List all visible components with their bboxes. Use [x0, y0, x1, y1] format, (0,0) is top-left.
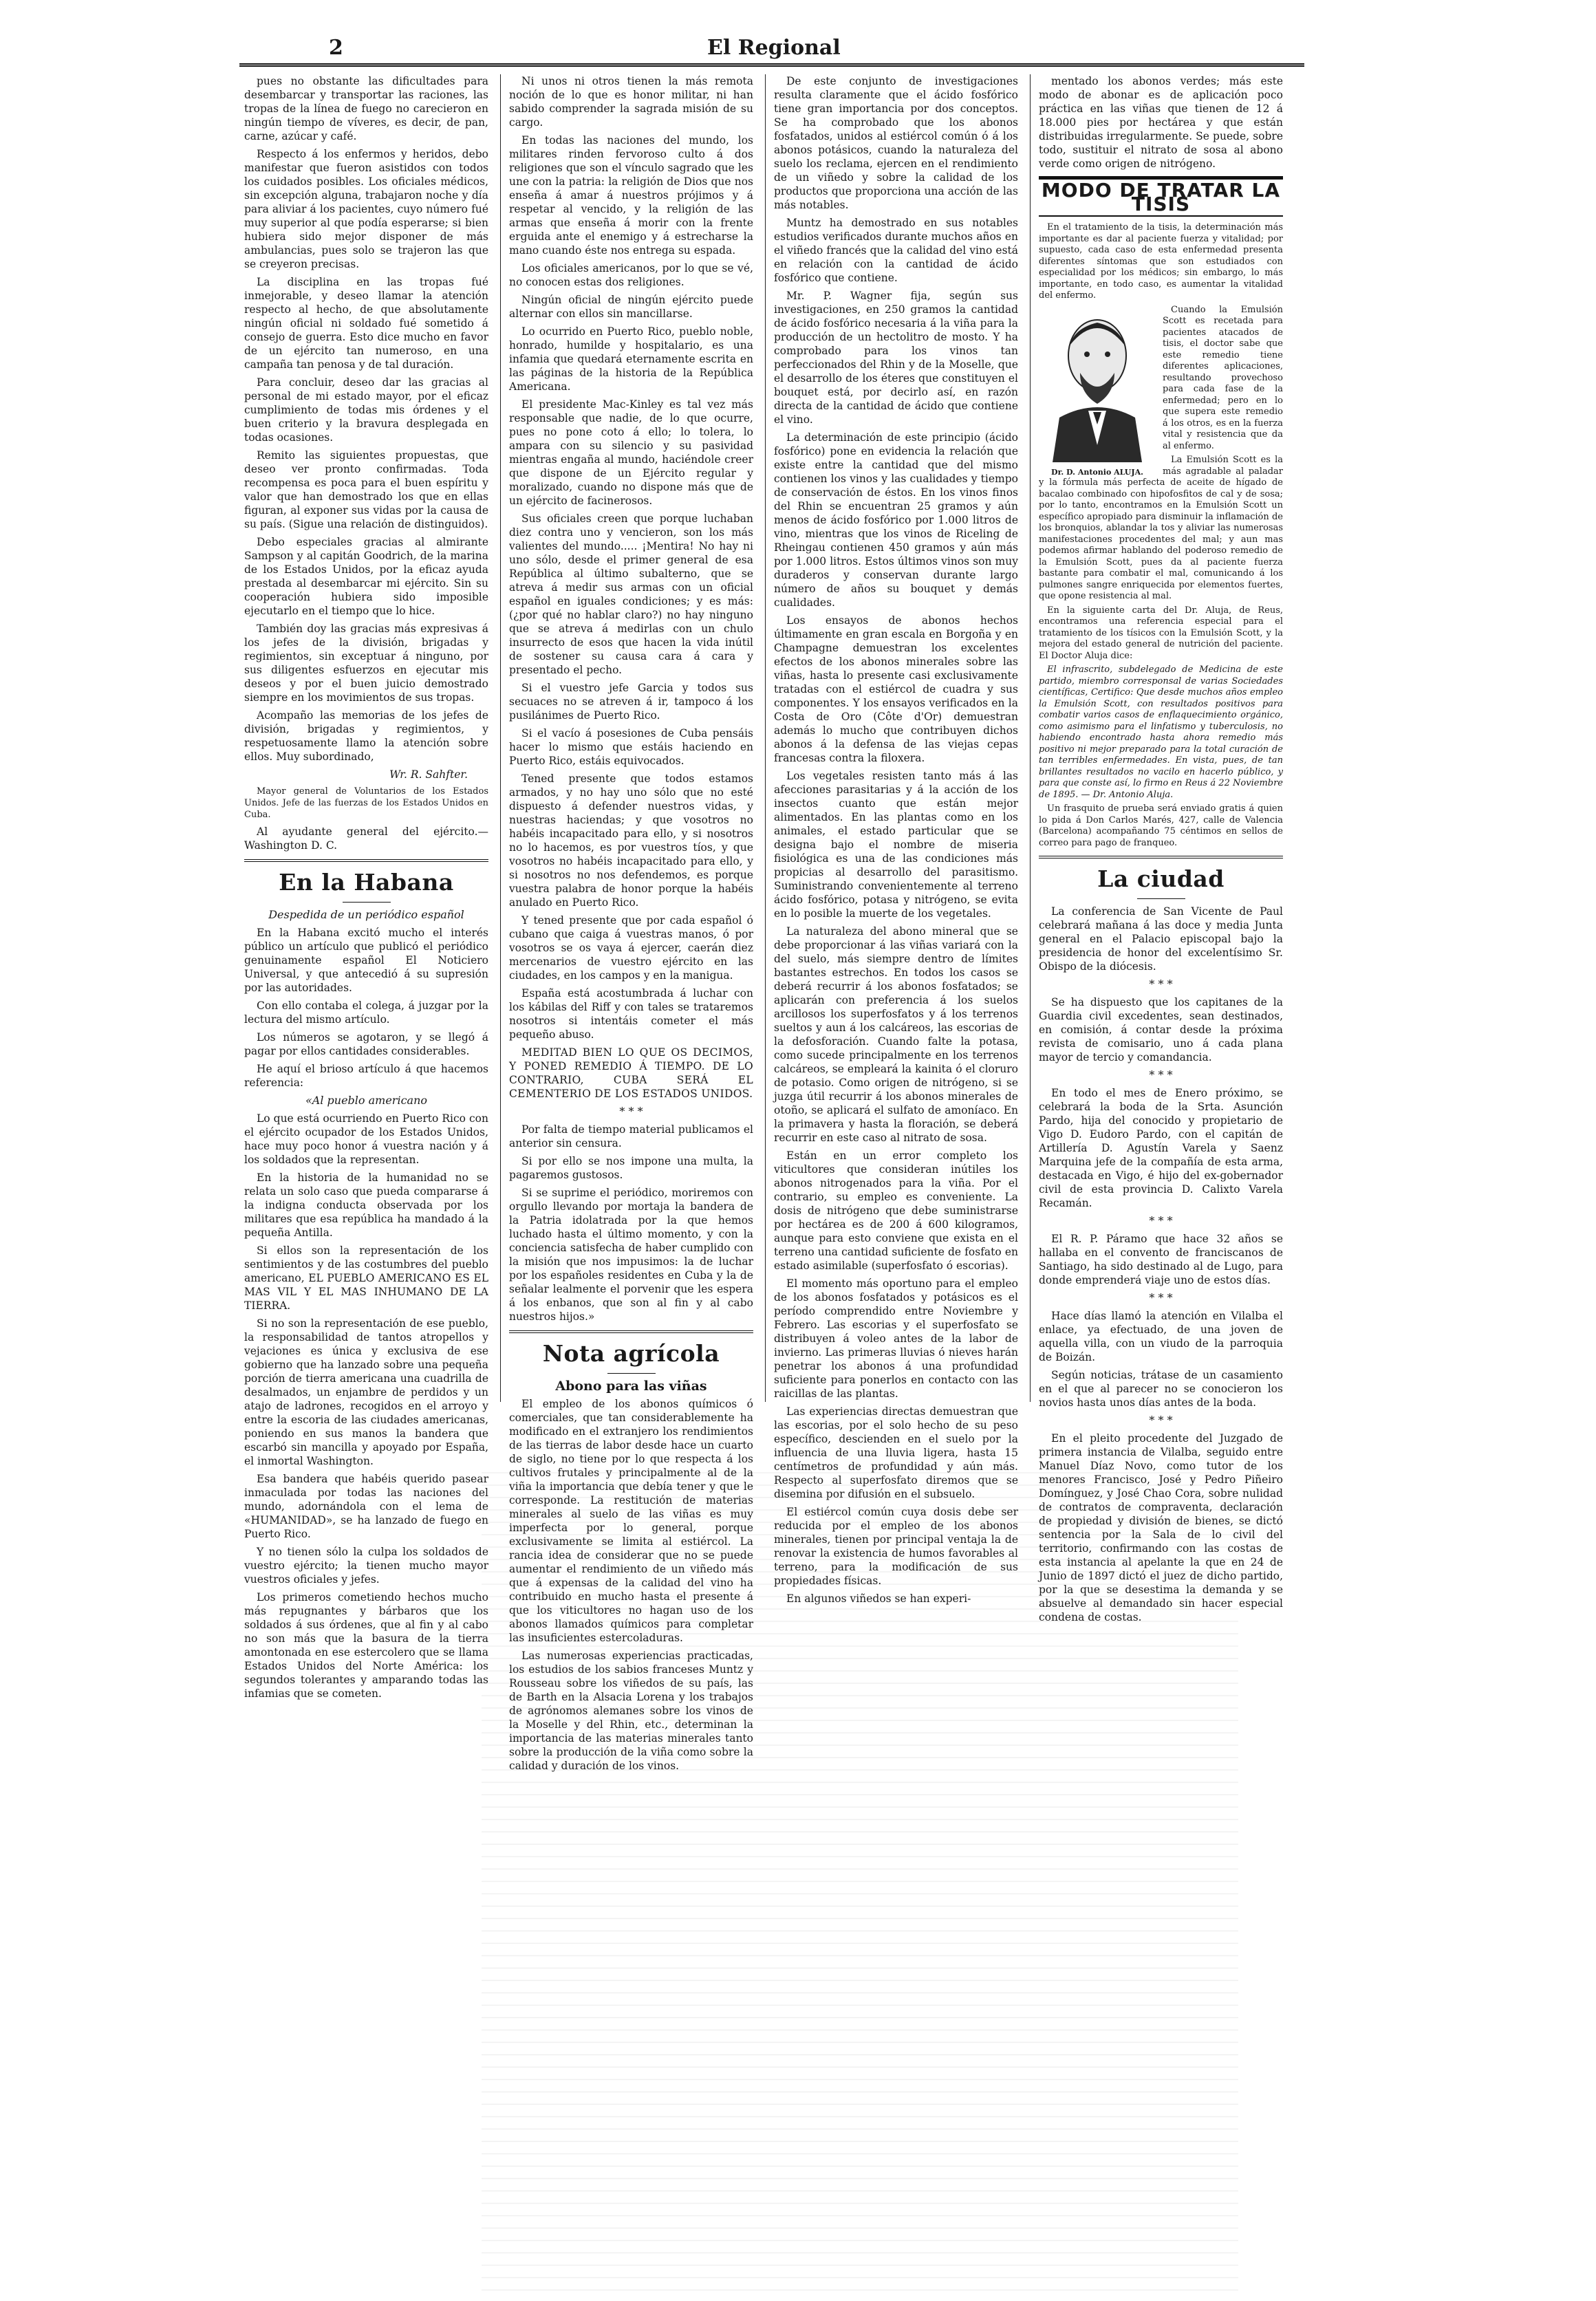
- article-paragraph: Los vegetales resisten tanto más á las afecciones parasitarias y á la acción de los insectos cuanto que están mejor alimentados. En las plantas como en los animales, el estado particular que se designa bajo el nombre de miseria fisiológica es una de las condiciones más propicias al desarrollo del parasitismo. Suministrando convenientemente al terreno ácido fosfórico, potasa y nitrógeno, se evita en lo posible la muerte de los vegetales.: [774, 770, 1018, 920]
- stars-separator: * * *: [1149, 1068, 1173, 1081]
- article-paragraph: La naturaleza del abono mineral que se debe proporcionar á las viñas variará con la del suelo, más siempre dentro de límites bastantes estrechos. En todos los casos se deberá recurrir á los abonos fosfatados; se aplicarán con preferencia á los suelos arcillosos los superfosfatos y á los terrenos sueltos y aun á los calcáreos, las escorias de la defosforación. Cuando falte la potasa, como sucede principalmente en los terrenos calcáreos, se empleará la kainita ó el cloruro de potasio. Como origen de nitrógeno, si se juzga útil recurrir á los abonos minerales de otoño, se aplicará el sulfato de amoníaco. En la primavera y hasta la floración, se deberá recurrir en este caso al nitrato de sosa.: [774, 925, 1018, 1144]
- article-paragraph: El presidente Mac-Kinley es tal vez más responsable que nadie, de lo que ocurre, pues no pone coto á ello; lo tolera, lo ampara con su silencio y su pasividad mientras engaña al mundo, haciéndole creer que dispone de un Ejército regular y moralizado, cuando no dispone más que de un ejército de facinerosos.: [509, 398, 753, 507]
- section-headline: La ciudad: [1097, 865, 1225, 892]
- section-subheadline: Abono para las viñas: [555, 1379, 707, 1394]
- signature: Wr. R. Sahfter.: [389, 768, 468, 781]
- ad-paragraph: Cuando la Emulsión Scott es recetada para pacientes atacados de tisis, el doctor sabe que este remedio tiene diferentes aplicaciones, resultando provechoso para cada fase de la enfermedad; pero en lo que supera este remedio á los otros, es en la fuerza vital y resistencia que da al enfermo.: [1163, 304, 1283, 451]
- article-paragraph: España está acostumbrada á luchar con los kábilas del Riff y con tales se trataremos nosotros si intentáis cometer el más pequeño abuso.: [509, 987, 753, 1041]
- portrait-illustration: [1039, 307, 1156, 462]
- stars-separator: * * *: [1149, 1414, 1173, 1427]
- news-item: La conferencia de San Vicente de Paul celebrará mañana á las doce y media Junta general en el Palacio episcopal bajo la presidencia de honor del excelentísimo Sr. Obispo de la diócesis.: [1039, 905, 1283, 973]
- column-rule: [500, 74, 501, 1402]
- short-rule: [1137, 898, 1185, 899]
- column-3: [774, 74, 1018, 1610]
- ad-paragraph: Un frasquito de prueba será enviado gratis á quien lo pida á Don Carlos Marés, 427, calle de Valencia (Barcelona) acompañando 75 céntimos en sellos de correo para pago de franqueo.: [1039, 803, 1283, 848]
- advertisement-title: MODO DE TRATAR LA TISIS: [1039, 176, 1283, 217]
- advertisement-body: [1039, 222, 1283, 849]
- article-paragraph: Si por ello se nos impone una multa, la pagaremos gustosos.: [509, 1155, 753, 1181]
- article-paragraph: El empleo de los abonos químicos ó comerciales, que tan considerablemente ha modificado en el extranjero los rendimientos de las tierras de labor desde hace un cuarto de siglo, no tiene por lo que respecta á los cultivos frutales y principalmente al de la viña la importancia que debía tener y que le corresponde. La restitución de materias minerales al suelo de las viñas es muy imperfecta por lo general, porque exclusivamente se limita al estiércol. La rancia idea de considerar que no se puede aumentar el rendimiento de un viñedo más que á expensas de la calidad del vino ha contribuido en mucho hasta el presente á que los viticultores no hagan uso de los abonos llamados químicos para completar las insuficientes estercoladuras.: [509, 1398, 753, 1644]
- article-paragraph: Sus oficiales creen que porque luchaban diez contra uno y vencieron, son los más valientes del mundo..... ¡Mentira! No hay ni uno sólo, desde el primer general de esa República al último subalterno, que se atreva á medir sus armas con un oficial español en iguales condiciones; y es más: (¿por qué no hablar claro?) no hay ninguno que se atreva á medirlas con un chulo insurrecto de esos que hacen la vida inútil de sostener su causa cara á cara y presentado el pecho.: [509, 512, 753, 676]
- short-rule: [343, 902, 391, 903]
- section-subheadline: Despedida de un periódico español: [268, 908, 464, 921]
- article-paragraph: Los ensayos de abonos hechos últimamente en gran escala en Borgoña y en Champagne demuestran los excelentes efectos de los abonos minerales sobre las viñas, hasta lo presente casi exclusivamente tratadas con el estiércol de cuadra y sus componentes. Y los ensayos verificados en la Costa de Oro (Côte d'Or) demuestran además lo mucho que contribuyen dichos abonos á la defensa de las viejas cepas francesas contra la filoxera.: [774, 614, 1018, 764]
- article-paragraph: El momento más oportuno para el empleo de los abonos fosfatados y potásicos es el período comprendido entre Noviembre y Febrero. Las escorias y el superfosfato se distribuyen á voleo antes de la labor de invierno. Las primeras lluvias ó nieves harán penetrar los abonos á una profundidad suficiente para ponerlos en contacto con las raicillas de las plantas.: [774, 1277, 1018, 1400]
- portrait-image: [1039, 307, 1156, 477]
- news-item: Hace días llamó la atención en Vilalba el enlace, ya efectuado, de una joven de aquella villa, con un viudo de la parroquia de Boizán.: [1039, 1310, 1283, 1363]
- section-headline: En la Habana: [279, 869, 454, 896]
- article-paragraph: De este conjunto de investigaciones resulta claramente que el ácido fosfórico tiene gran importancia por dos conceptos. Se ha comprobado que los abonos fosfatados, unidos al estiércol común ó á los abonos potásicos, cuando la naturaleza del suelo los reclama, ejercen en el rendimiento de un viñedo y sobre la calidad de los productos que proporciona una acción de las más notables.: [774, 75, 1018, 211]
- article-paragraph: Las experiencias directas demuestran que las escorias, por el solo hecho de su peso específico, descienden en el suelo por la influencia de una lluvia ligera, hasta 15 centímetros de profundidad y aún más. Respecto al superfosfato diremos que se disemina por difusión en el subsuelo.: [774, 1405, 1018, 1500]
- article-paragraph: En la Habana excitó mucho el interés público un artículo que publicó el periódico genuinamente español El Noticiero Universal, y que antecedió á su supresión por las autoridades.: [244, 927, 488, 994]
- article-paragraph: En todas las naciones del mundo, los militares rinden fervoroso culto á dos religiones que son el vínculo sagrado que les une con la patria: la religión de Dios que nos enseña á amar á nuestros prójimos y á respetar al vencido, y la religión de las armas que enseña á morir con la frente erguida ante el enemigo y á estrecharse la mano cuando éste nos entrega su espada.: [509, 134, 753, 257]
- article-paragraph: Ningún oficial de ningún ejército puede alternar con ellos sin mancillarse.: [509, 294, 753, 320]
- masthead-title: El Regional: [707, 36, 841, 60]
- article-paragraph: MEDITAD BIEN LO QUE OS DECIMOS, Y PONED REMEDIO Á TIEMPO. DE LO CONTRARIO, CUBA SERÁ EL CEMENTERIO DE LOS ESTADOS UNIDOS.: [509, 1046, 753, 1100]
- article-paragraph: Y tened presente que por cada español ó cubano que caiga á vuestras manos, ó por vosotros se os vaya á ejercer, caerán diez mercenarios de vuestro ejército en las ciudades, en los campos y en la manigua.: [509, 914, 753, 982]
- article-paragraph: Mr. P. Wagner fija, según sus investigaciones, en 250 gramos la cantidad de ácido fosfórico necesaria á la viña para la producción de un hectolitro de mosto. Y ha comprobado para los vinos tan perfeccionados del Rhin y de la Moselle, que el desarrollo de los éteres que constituyen el bouquet está, por decirlo así, en razón directa de la cantidad de ácido que contiene el vino.: [774, 290, 1018, 426]
- article-paragraph: Y no tienen sólo la culpa los soldados de vuestro ejército; la tienen mucho mayor vuestros oficiales y jefes.: [244, 1546, 488, 1586]
- article-paragraph: Remito las siguientes propuestas, que deseo ver pronto confirmadas. Toda recompensa es poca para el buen espíritu y valor que han demostrado los que en ellas figuran, al exponer sus vidas por la causa de su país. (Sigue una relación de distinguidos).: [244, 449, 488, 530]
- stars-separator: * * *: [619, 1105, 643, 1118]
- article-paragraph: Ni unos ni otros tienen la más remota noción de lo que es honor militar, ni han sabido comprender la sagrada misión de su cargo.: [509, 75, 753, 129]
- article-paragraph: También doy las gracias más expresivas á los jefes de la división, brigadas y regimientos, sin exceptuar á ninguno, por sus diligentes esfuerzos en ejecutar mis deseos y por el buen juicio demostrado siempre en los movimientos de sus tropas.: [244, 623, 488, 704]
- address-line: Al ayudante general del ejército.— Washington D. C.: [244, 825, 488, 852]
- article-paragraph: En la historia de la humanidad no se relata un solo caso que pueda compararse á la indigna conducta observada por los militares que esa república ha mandado á la pequeña Antilla.: [244, 1171, 488, 1239]
- news-item: En el pleito procedente del Juzgado de primera instancia de Vilalba, seguido entre Manuel Díaz Novo, como tutor de los menores Francisco, José y Pedro Piñeiro Domínguez, y José Chao Cora, sobre nulidad de contratos de compraventa, declaración de propiedad y división de bienes, se dictó sentencia por la Sala de lo civil del territorio, confirmando con las costas de esta instancia al apelante la que en 24 de Junio de 1897 dictó el juez de dicho partido, por la que se desestima la demanda y se absuelve al demandado sin hacer especial condena de costas.: [1039, 1432, 1283, 1623]
- article-paragraph: Lo ocurrido en Puerto Rico, pueblo noble, honrado, humilde y hospitalario, es una infamia que quedará eternamente escrita en las páginas de la historia de la República Americana.: [509, 325, 753, 393]
- column-rule: [1030, 74, 1031, 1402]
- header-rule: [239, 63, 1304, 67]
- article-paragraph: Acompaño las memorias de los jefes de división, brigadas y regimientos, y respetuosamente llamo la atención sobre ellos. Muy subordinado,: [244, 709, 488, 763]
- article-paragraph: Con ello contaba el colega, á juzgar por la lectura del mismo artículo.: [244, 1000, 488, 1026]
- section-divider: [509, 1330, 753, 1333]
- article-paragraph: Tened presente que todos estamos armados, y no hay uno sólo que no esté dispuesto á defender nuestros vidas, y nuestras haciendas; y que vosotros no habéis incapacitado para ello, y si nosotros no lo hacemos, es por vuestros tíos, y que vosotros no habéis incapacitado para ello, y si nosotros no nos defendemos, es porque vuestra palabra de honor porque la habéis anulado en Puerto Rico.: [509, 773, 753, 909]
- article-paragraph: Los números se agotaron, y se llegó á pagar por ellos cantidades considerables.: [244, 1031, 488, 1057]
- article-paragraph: La disciplina en las tropas fué inmejorable, y deseo llamar la atención respecto al hecho, de que absolutamente ningún oficial ni soldado fué sometido á consejo de guerra. Esto dice mucho en favor de un ejército tan numeroso, en una campaña tan penosa y de tal duración.: [244, 276, 488, 371]
- news-item: El R. P. Páramo que hace 32 años se hallaba en el convento de franciscanos de Santiago, ha sido destinado al de Lugo, para donde emprenderá viaje uno de estos días.: [1039, 1233, 1283, 1286]
- news-item: Se ha dispuesto que los capitanes de la Guardia civil excedentes, sean destinados, en comisión, á contar desde la próxima revista de comisario, uno á cada plana mayor de tercio y comandancia.: [1039, 996, 1283, 1063]
- news-item: En todo el mes de Enero próximo, se celebrará la boda de la Srta. Asunción Pardo, hija del conocido y propietario de Vigo D. Eudoro Pardo, con el capitán de Artillería D. Agustín Varela y Saenz Marquina jefe de la compañía de esta arma, destacada en Vigo, é hijo del ex-gobernador civil de esta provincia D. Calixto Varela Recamán.: [1039, 1087, 1283, 1209]
- article-paragraph: pues no obstante las dificultades para desembarcar y transportar las raciones, las tropas de la línea de fuego no carecieron en ningún tiempo de víveres, es decir, de pan, carne, azúcar y café.: [244, 75, 488, 142]
- article-paragraph: He aquí el brioso artículo á que hacemos referencia:: [244, 1063, 488, 1089]
- article-paragraph: Las numerosas experiencias practicadas, los estudios de los sabios franceses Muntz y Rousseau sobre los viñedos de su país, las de Barth en la Alsacia Lorena y los trabajos de agrónomos alemanes sobre los vinos de la Moselle y del Rhin, etc., determinan la importancia de las materias minerales tanto sobre la producción de la viña como sobre la calidad y duración de los vinos.: [509, 1650, 753, 1772]
- stars-separator: * * *: [1149, 1291, 1173, 1304]
- signature-title: Mayor general de Voluntarios de los Estados Unidos. Jefe de las fuerzas de los Estados Unidos en Cuba.: [244, 786, 488, 820]
- page-header: [239, 36, 1304, 59]
- page-number: 2: [329, 36, 343, 60]
- short-rule: [607, 1373, 656, 1374]
- article-paragraph: Los primeros cometiendo hechos mucho más repugnantes y bárbaros que los soldados á sus órdenes, que al fin y al cabo no son más que la basura de la tierra amontonada en ese estercolero que se llama Estados Unidos del Norte América: los segundos tolerantes y amparando todas las infamias que se cometen.: [244, 1591, 488, 1700]
- article-paragraph: La determinación de este principio (ácido fosfórico) pone en evidencia la relación que existe entre la cantidad que del mismo contienen los vinos y las cualidades y tiempo de conservación de éstos. En los vinos finos del Rhin se encuentran 25 gramos y aún menos de ácido fosfórico por 1.000 litros de vino, mientras que los vinos de Riceling de Rheingau contienen 450 gramos y aún más por 1.000 litros. Estos últimos vinos son muy duraderos y conservan durante largo número de años su bouquet y demás cualidades.: [774, 431, 1018, 609]
- section-divider: [1039, 856, 1283, 858]
- column-1: [244, 74, 488, 1705]
- article-paragraph: Esa bandera que habéis querido pasear inmaculada por todas las naciones del mundo, adornándola con el lema de «HUMANIDAD», se ha lanzado de fuego en Puerto Rico.: [244, 1473, 488, 1540]
- column-rule: [765, 74, 766, 1402]
- article-paragraph: Si se suprime el periódico, moriremos con orgullo llevando por mortaja la bandera de la Patria idolatrada por la que hemos luchado hasta el último momento, y con la conciencia satisfecha de haber cumplido con la misión que nos impusimos: la de luchar por los españoles residentes en Cuba y la de señalar lealmente el porvenir que les espera á los enbanos, que son al fin y al cabo nuestros hijos.»: [509, 1187, 753, 1323]
- article-paragraph: Lo que está ocurriendo en Puerto Rico con el ejército ocupador de los Estados Unidos, hace muy poco honor á vuestra nación y á los soldados que la representan.: [244, 1112, 488, 1166]
- article-paragraph: Si el vuestro jefe Garcia y todos sus secuaces no se atreven á ir, tampoco á los pusilánimes de Puerto Rico.: [509, 682, 753, 722]
- article-paragraph: En algunos viñedos se han experi-: [786, 1592, 971, 1605]
- ad-paragraph: En la siguiente carta del Dr. Aluja, de Reus, encontramos una referencia especial para el tratamiento de los tísicos con la Emulsión Scott, y la mejora del estado general de nutrición del paciente. El Doctor Aluja dice:: [1039, 605, 1283, 661]
- stars-separator: * * *: [1149, 977, 1173, 991]
- quote-title: «Al pueblo americano: [305, 1094, 428, 1107]
- section-divider: [244, 859, 488, 862]
- article-paragraph: Para concluir, deseo dar las gracias al personal de mi estado mayor, por el eficaz cumplimiento de todas mis órdenes y el buen criterio y la bravura desplegada en todas ocasiones.: [244, 376, 488, 444]
- article-paragraph: Si ellos son la representación de los sentimientos y de las costumbres del pueblo americano, EL PUEBLO AMERICANO ES EL MAS VIL Y EL MAS INHUMANO DE LA TIERRA.: [244, 1244, 488, 1312]
- article-paragraph: Por falta de tiempo material publicamos el anterior sin censura.: [509, 1123, 753, 1149]
- article-paragraph: Muntz ha demostrado en sus notables estudios verificados durante muchos años en el viñedo francés que la calidad del vino está en relación con la cantidad de ácido fosfórico que contiene.: [774, 217, 1018, 284]
- ad-paragraph: En el tratamiento de la tisis, la determinación más importante es dar al paciente fuerza y vitalidad; por supuesto, cada caso de esta enfermedad presenta diferentes síntomas que son estudiados con especialidad por los médicos; sin embargo, lo más importante, en todo caso, es aumentar la vitalidad del enfermo.: [1039, 222, 1283, 301]
- article-paragraph: Debo especiales gracias al almirante Sampson y al capitán Goodrich, de la marina de los Estados Unidos, por la eficaz ayuda prestada al desembarcar mi ejército. Sin su cooperación hubiera sido imposible ejecutarlo en el tiempo que lo hice.: [244, 536, 488, 617]
- article-paragraph: Si no son la representación de ese pueblo, la responsabilidad de tantos atropellos y vejaciones es única y exclusiva de ese gobierno que ha lanzado sobre una pequeña porción de tierra americana una cuadrilla de desalmados, un enjambre de perdidos y un atajo de ladrones, recogidos en el arroyo y entre la escoria de las ciudades americanas, poniendo en sus manos la bandera que escarbó sin mancilla y apoyado por España, el inmortal Washington.: [244, 1317, 488, 1467]
- section-headline: Nota agrícola: [542, 1340, 720, 1367]
- article-paragraph: El estiércol común cuya dosis debe ser reducida por el empleo de los abonos minerales, tienen por principal ventaja la de renovar la existencia de humos favorables al terreno, para la modificación de sus propiedades físicas.: [774, 1506, 1018, 1587]
- column-4: [1039, 74, 1283, 1628]
- article-paragraph: Respecto á los enfermos y heridos, debo manifestar que fueron asistidos con todos los cuidados posibles. Los oficiales médicos, sin excepción alguna, trabajaron noche y día para aliviar á los pacientes, cuyo número fué muy superior al que podía esperarse; si bien hubiera sido mejor disponer de más ambulancias, pues solo se trajeron las que se creyeron precisas.: [244, 148, 488, 270]
- article-paragraph: Los oficiales americanos, por lo que se vé, no conocen estas dos religiones.: [509, 262, 753, 288]
- article-paragraph: Están en un error completo los viticultores que consideran inútiles los abonos nitrogenados para la viña. Por el contrario, su empleo es conveniente. La dosis de nitrógeno que debe suministrarse por hectárea es de 200 á 600 kilogramos, aunque para esto conviene que exista en el terreno una cantidad suficiente de fosfato en estado asimilable (superfosfato ó escorias).: [774, 1149, 1018, 1272]
- stars-separator: * * *: [1149, 1214, 1173, 1227]
- bleed-through-area: [482, 1465, 1238, 2291]
- ad-paragraph: La Emulsión Scott es la más agradable al paladar y la fórmula más perfecta de aceite de hígado de bacalao combinado con hipofosfitos de cal y de sosa; por lo tanto, encontramos en la Emulsión Scott un específico apropiado para disminuir la inflamación de los bronquios, ablandar la tos y aliviar las numerosas manifestaciones procedentes del mal; y aun mas podemos afirmar hablando del poderoso remedio de la Emulsión Scott, pues da al paciente fuerza bastante para combatir el mal, comunicando á los pulmones sangre enriquecida por elementos fuertes, que opone resistencia al mal.: [1039, 455, 1283, 601]
- article-paragraph: mentado los abonos verdes; más este modo de abonar es de aplicación poco práctica en las viñas que tienen de 12 á 18.000 pies por hectárea y que están distribuidas irregularmente. Se puede, sobre todo, sustituir el nitrato de sosa al abono verde como origen de nitrógeno.: [1039, 75, 1283, 170]
- portrait-caption: Dr. D. Antonio ALUJA.: [1051, 468, 1143, 477]
- news-item: Según noticias, trátase de un casamiento en el que al parecer no se conocieron los novios hasta unos días antes de la boda.: [1039, 1369, 1283, 1409]
- article-paragraph: Si el vacío á posesiones de Cuba pensáis hacer lo mismo que estáis haciendo en Puerto Rico, estáis equivocados.: [509, 727, 753, 767]
- ad-paragraph: El infrascrito, subdelegado de Medicina de este partido, miembro corresponsal de varias Sociedades científicas, Certifico: Que desde muchos años empleo la Emulsión Scott, con resultados positivos para combatir varios casos de enflaquecimiento orgánico, como asimismo para el linfatismo y tuberculosis, no habiendo encontrado hasta ahora remedio más positivo ni mejor preparado para la total curación de tan terribles enfermedades. En vista, pues, de tan brillantes resultados no vacilo en hacerlo público, y para que conste así, lo firmo en Reus á 22 Noviembre de 1895. — Dr. Antonio Aluja.: [1039, 665, 1283, 800]
